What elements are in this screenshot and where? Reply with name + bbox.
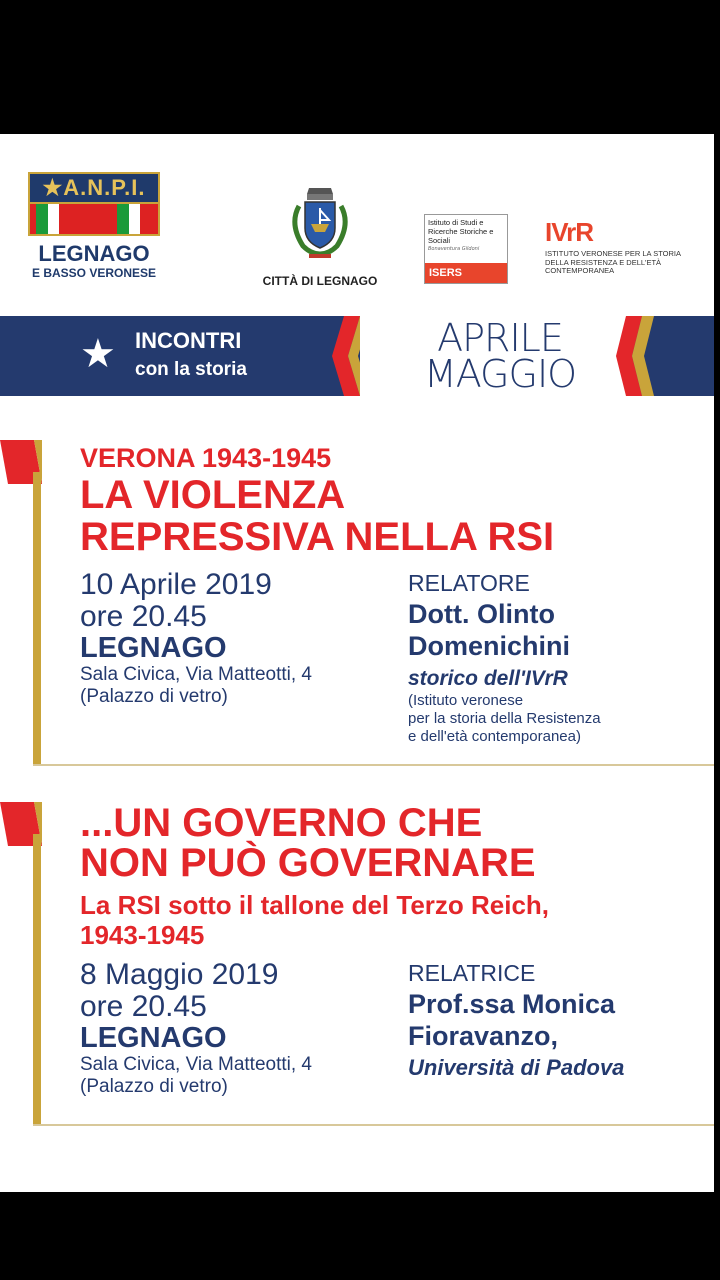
month-april: APRILE bbox=[437, 316, 563, 360]
speaker-note-line3: e dell'età contemporanea) bbox=[408, 728, 581, 745]
event-time: ore 20.45 bbox=[80, 600, 207, 633]
speaker-affiliation: storico dell'IVrR bbox=[408, 667, 568, 690]
event-time: ore 20.45 bbox=[80, 990, 207, 1023]
event-title-line2: NON PUÒ GOVERNARE bbox=[80, 841, 536, 885]
chevron-right-icon bbox=[610, 316, 654, 396]
speaker-name-line2: Domenichini bbox=[408, 631, 571, 661]
speaker-affiliation: Università di Padova bbox=[408, 1055, 625, 1080]
citta-logo bbox=[262, 184, 378, 288]
event-city: LEGNAGO bbox=[80, 632, 227, 664]
event-venue-note: (Palazzo di vetro) bbox=[80, 686, 228, 707]
event-poster bbox=[0, 134, 714, 1192]
event-card bbox=[0, 440, 714, 766]
month-may: MAGGIO bbox=[423, 352, 577, 396]
speaker-name-line1: Prof.ssa Monica bbox=[408, 989, 616, 1019]
isers-small: Bonaventura Gildoni bbox=[428, 246, 480, 252]
speaker-note-line2: per la storia della Resistenza bbox=[408, 710, 601, 727]
citta-label: CITTÀ DI LEGNAGO bbox=[262, 274, 378, 288]
event-city: LEGNAGO bbox=[80, 1022, 227, 1054]
ivrr-mark: IVrR bbox=[545, 217, 594, 247]
event-venue: Sala Civica, Via Matteotti, 4 bbox=[80, 664, 312, 685]
flags-icon bbox=[28, 204, 160, 236]
anpi-banner: ★A.N.P.I. bbox=[28, 172, 160, 204]
speaker-role: RELATORE bbox=[408, 570, 530, 596]
banner-title: INCONTRI bbox=[135, 328, 242, 353]
event-subtitle-line1: La RSI sotto il tallone del Terzo Reich, bbox=[80, 890, 550, 920]
star-icon: ★ bbox=[42, 175, 64, 200]
isers-text: Istituto di Studi e Ricerche Storiche e Sociali bbox=[428, 218, 494, 245]
banner-months bbox=[405, 316, 595, 396]
speaker-name-line2: Fioravanzo, bbox=[408, 1021, 559, 1051]
anpi-name: LEGNAGO bbox=[38, 241, 150, 266]
event-kicker: VERONA 1943-1945 bbox=[80, 443, 332, 473]
star-icon: ★ bbox=[80, 331, 116, 377]
anpi-logo bbox=[28, 172, 160, 280]
coat-of-arms-icon bbox=[285, 184, 355, 266]
isers-logo bbox=[424, 214, 508, 284]
ivrr-logo bbox=[545, 218, 685, 276]
series-banner bbox=[0, 316, 714, 396]
speaker-name-line1: Dott. Olinto bbox=[408, 599, 555, 629]
event-title-line1: ...UN GOVERNO CHE bbox=[80, 801, 483, 845]
banner-subtitle: con la storia bbox=[135, 359, 247, 380]
isers-label: ISERS bbox=[425, 263, 507, 283]
event-title-line1: LA VIOLENZA bbox=[80, 473, 346, 517]
event-venue-note: (Palazzo di vetro) bbox=[80, 1076, 228, 1097]
event-card bbox=[0, 802, 714, 1128]
speaker-note-line1: (Istituto veronese bbox=[408, 692, 524, 709]
event-date: 8 Maggio 2019 bbox=[80, 958, 279, 991]
event-date: 10 Aprile 2019 bbox=[80, 568, 272, 601]
event-title-line2: REPRESSIVA NELLA RSI bbox=[80, 515, 555, 559]
event-subtitle-line2: 1943-1945 bbox=[80, 920, 205, 950]
anpi-subtitle: E BASSO VERONESE bbox=[31, 266, 157, 280]
event-venue: Sala Civica, Via Matteotti, 4 bbox=[80, 1054, 312, 1075]
speaker-role: RELATRICE bbox=[408, 960, 536, 986]
ivrr-text: ISTITUTO VERONESE PER LA STORIA DELLA RESISTENZA E DELL'ETÀ CONTEMPORANEA bbox=[545, 249, 681, 275]
